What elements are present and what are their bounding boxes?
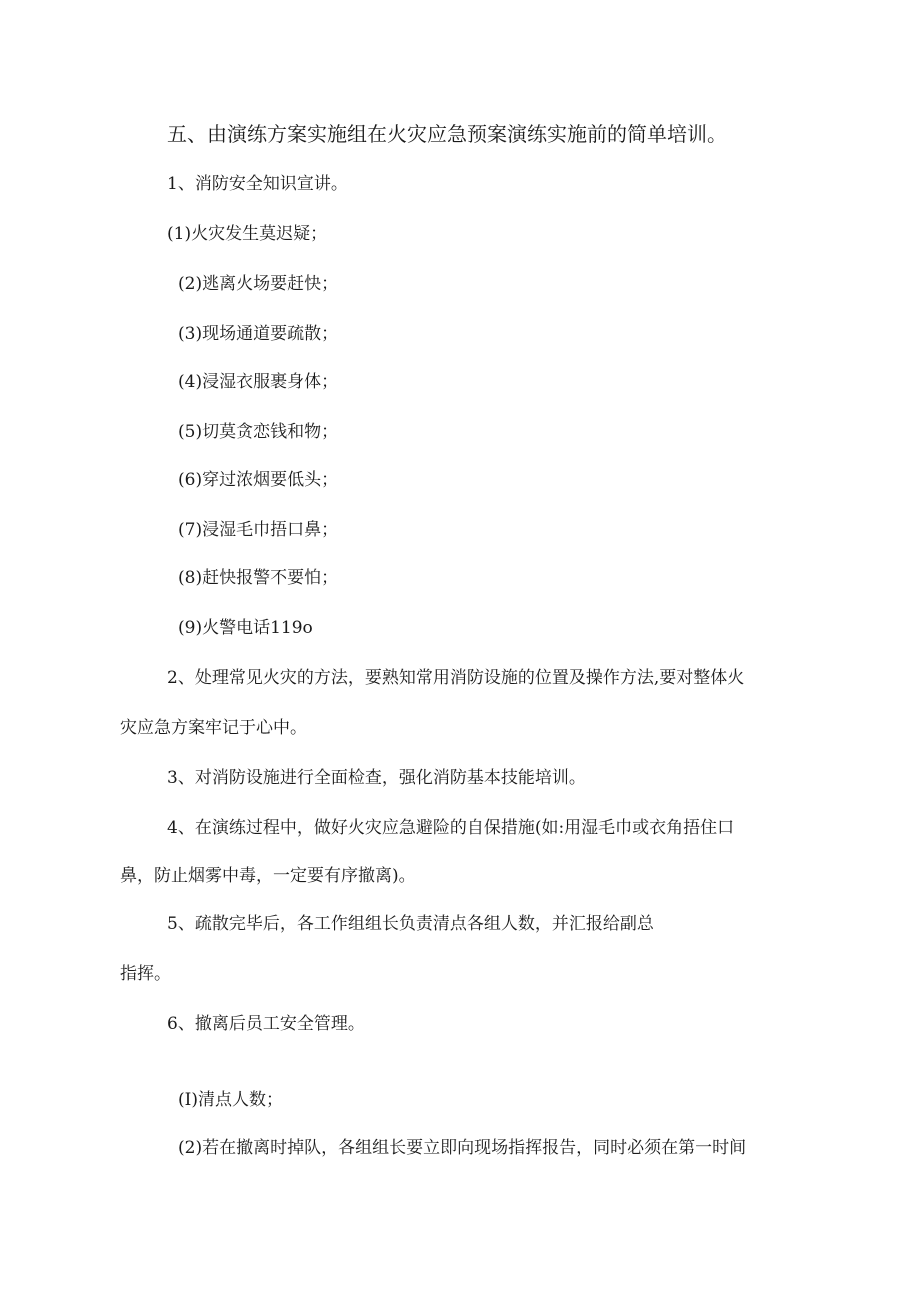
item-2-line-2: 灾应急方案牢记于心中。 bbox=[120, 718, 307, 738]
list-item-8: (8)赶快报警不要怕； bbox=[178, 568, 339, 588]
item-5-line-1: 5、疏散完毕后，各工作组组长负责清点各组人数，并汇报给副总 bbox=[167, 914, 654, 934]
item-6: 6、撤离后员工安全管理。 bbox=[167, 1014, 365, 1034]
list-item-7: (7)浸湿毛巾捂口鼻； bbox=[178, 520, 339, 540]
item-2-line-1: 2、处理常见火灾的方法，要熟知常用消防设施的位置及操作方法,要对整体火 bbox=[167, 668, 745, 688]
list-item-6: (6)穿过浓烟要低头； bbox=[178, 470, 339, 490]
item-6-list-item-2: (2)若在撤离时掉队，各组组长要立即向现场指挥报告，同时必须在第一时间 bbox=[178, 1138, 747, 1158]
section-heading: 五、由演练方案实施组在火灾应急预案演练实施前的简单培训。 bbox=[167, 122, 727, 146]
list-item-5: (5)切莫贪恋钱和物； bbox=[178, 422, 339, 442]
list-item-1: (1)火灾发生莫迟疑； bbox=[167, 224, 328, 244]
item-3: 3、对消防设施进行全面检查，强化消防基本技能培训。 bbox=[167, 768, 586, 788]
list-item-9: (9)火警电话119o bbox=[178, 618, 313, 638]
list-item-2: (2)逃离火场要赶快； bbox=[178, 274, 339, 294]
item-4-line-1: 4、在演练过程中，做好火灾应急避险的自保措施(如:用湿毛巾或衣角捂住口 bbox=[167, 818, 735, 838]
list-item-3: (3)现场通道要疏散； bbox=[178, 324, 339, 344]
item-5-line-2: 指挥。 bbox=[120, 964, 171, 984]
item-4-line-2: 鼻，防止烟雾中毒，一定要有序撤离)。 bbox=[120, 866, 416, 886]
list-item-4: (4)浸湿衣服裹身体； bbox=[178, 372, 339, 392]
item-6-list-item-1: (I)清点人数； bbox=[178, 1090, 283, 1110]
item-1-fire-safety-knowledge: 1、消防安全知识宣讲。 bbox=[167, 174, 348, 194]
